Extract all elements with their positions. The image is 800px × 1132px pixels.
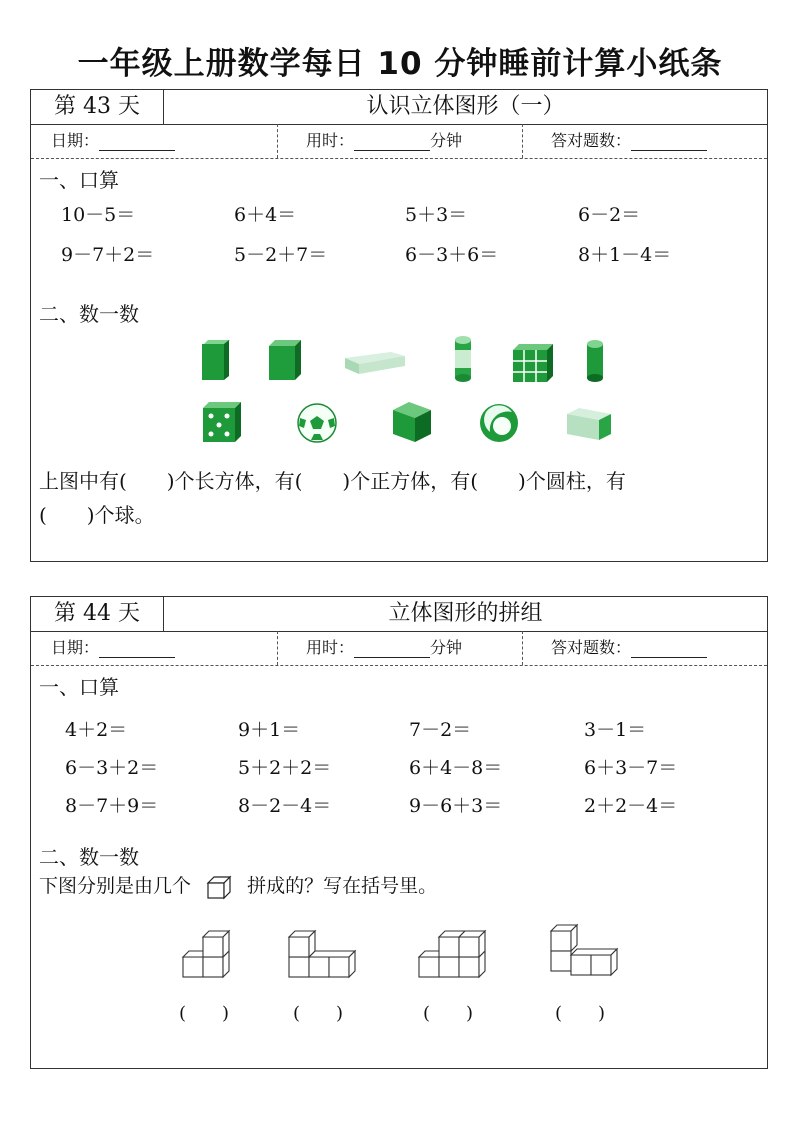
time-label: 用时： xyxy=(306,638,355,657)
time-cell xyxy=(278,631,523,665)
date-blank[interactable] xyxy=(99,132,175,151)
section-mental-math: 一、口算 xyxy=(39,675,119,699)
date-label: 日期： xyxy=(51,131,100,150)
cube-icon xyxy=(511,342,555,384)
day-43-card xyxy=(30,89,768,562)
time-cell xyxy=(278,124,523,158)
correct-cell xyxy=(523,631,767,665)
lesson-title: 认识立体图形（一） xyxy=(366,94,565,119)
unit-cube-icon xyxy=(205,874,233,900)
equation: 5－2＋7＝ xyxy=(234,244,328,266)
cube-icon xyxy=(391,400,433,444)
card-header xyxy=(31,597,767,632)
equation: 3－1＝ xyxy=(584,719,647,741)
correct-label: 答对题数： xyxy=(551,638,632,657)
correct-blank[interactable] xyxy=(631,132,707,151)
cube-stack-icon xyxy=(547,917,627,979)
soccer-ball-icon xyxy=(296,402,338,444)
cube-stack-icon xyxy=(415,923,495,983)
equation: 6－2＝ xyxy=(578,204,641,226)
equation: 9－7＋2＝ xyxy=(61,244,155,266)
equation: 9＋1＝ xyxy=(238,719,301,741)
minutes-label: 分钟 xyxy=(430,638,463,657)
answer-paren[interactable]: ( ) xyxy=(555,1003,606,1024)
date-label: 日期： xyxy=(51,638,100,657)
answer-paren[interactable]: ( ) xyxy=(423,1003,474,1024)
equation: 6－3＋6＝ xyxy=(405,244,499,266)
equation: 8－7＋9＝ xyxy=(65,795,159,817)
equation: 5＋3＝ xyxy=(405,204,468,226)
equation: 8－2－4＝ xyxy=(238,795,332,817)
equation: 6＋4＝ xyxy=(234,204,297,226)
instruction xyxy=(39,869,759,903)
correct-label: 答对题数： xyxy=(551,131,632,150)
equation: 2＋2－4＝ xyxy=(584,795,678,817)
date-blank[interactable] xyxy=(99,639,175,658)
answer-paren[interactable]: ( ) xyxy=(179,1003,230,1024)
cuboid-icon xyxy=(198,338,232,382)
flat-cuboid-icon xyxy=(339,348,409,378)
card-header xyxy=(31,90,767,125)
time-blank[interactable] xyxy=(354,132,430,151)
correct-cell xyxy=(523,124,767,158)
cuboid-icon xyxy=(565,404,613,444)
equation: 6－3＋2＝ xyxy=(65,757,159,779)
instruction-after: 拼成的？写在括号里。 xyxy=(247,875,438,897)
meta-row xyxy=(31,631,767,666)
correct-blank[interactable] xyxy=(631,639,707,658)
day-44-card xyxy=(30,596,768,1069)
equation: 8＋1－4＝ xyxy=(578,244,672,266)
time-blank[interactable] xyxy=(354,639,430,658)
cuboid-icon xyxy=(265,338,305,382)
meta-row xyxy=(31,124,767,159)
section-count: 二、数一数 xyxy=(39,302,139,326)
time-label: 用时： xyxy=(306,131,355,150)
equation: 10－5＝ xyxy=(61,204,136,226)
answer-paren[interactable]: ( ) xyxy=(293,1003,344,1024)
page-title: 一年级上册数学每日 10 分钟睡前计算小纸条 xyxy=(77,46,723,82)
equation: 6＋4－8＝ xyxy=(409,757,503,779)
equation: 9－6＋3＝ xyxy=(409,795,503,817)
dice-cube-icon xyxy=(201,400,243,444)
ball-icon xyxy=(478,402,520,444)
equation: 5＋2＋2＝ xyxy=(238,757,332,779)
question-line: 上图中有( )个长方体，有( )个正方体，有( )个圆柱，有 xyxy=(39,469,626,493)
date-cell xyxy=(31,631,278,665)
day-label: 第 44 天 xyxy=(31,597,164,631)
cube-stack-icon xyxy=(285,927,365,983)
cylinder-icon xyxy=(583,338,607,384)
cylinder-icon xyxy=(451,334,475,384)
equation: 7－2＝ xyxy=(409,719,472,741)
equation: 6＋3－7＝ xyxy=(584,757,678,779)
day-label: 第 43 天 xyxy=(31,90,164,124)
section-mental-math: 一、口算 xyxy=(39,168,119,192)
equation: 4＋2＝ xyxy=(65,719,128,741)
date-cell xyxy=(31,124,278,158)
question-line: ( )个球。 xyxy=(39,503,155,527)
minutes-label: 分钟 xyxy=(430,131,463,150)
lesson-title: 立体图形的拼组 xyxy=(388,601,543,626)
instruction-before: 下图分别是由几个 xyxy=(39,875,192,897)
cube-stack-icon xyxy=(179,923,241,983)
section-count: 二、数一数 xyxy=(39,845,139,869)
